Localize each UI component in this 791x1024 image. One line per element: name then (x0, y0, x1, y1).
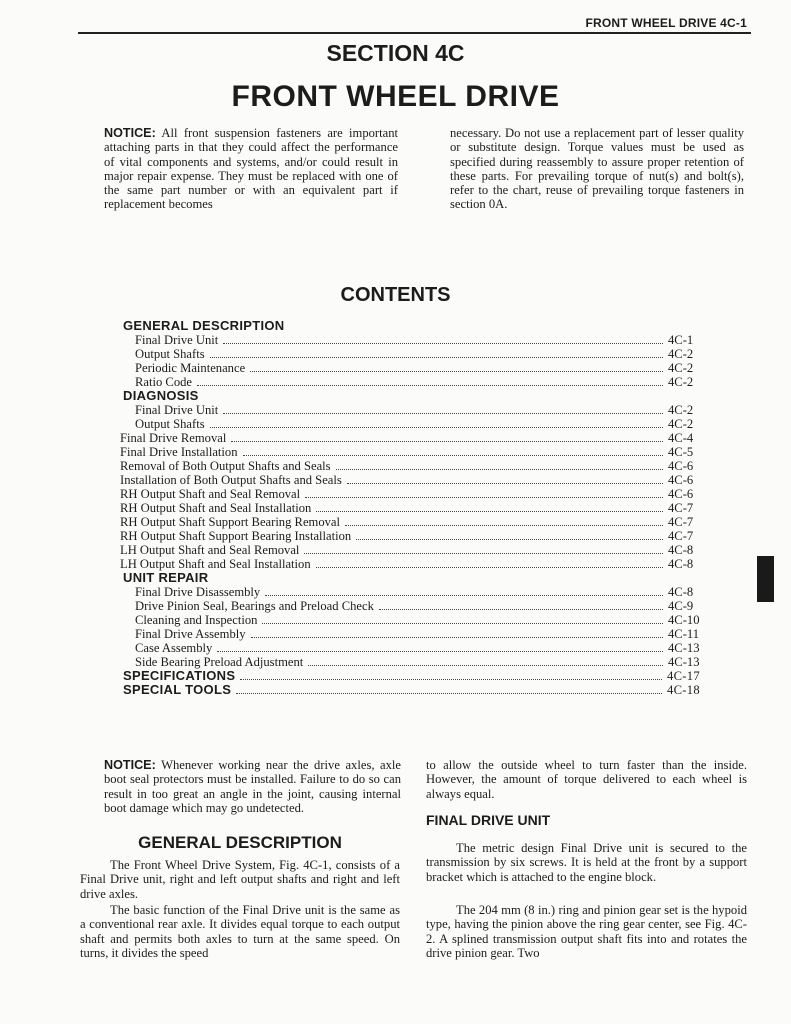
final-drive-unit-heading: FINAL DRIVE UNIT (426, 812, 551, 828)
leader-dots (251, 637, 663, 638)
toc-entry-title: Drive Pinion Seal, Bearings and Preload Check (135, 599, 374, 613)
toc-entry[interactable] (120, 347, 700, 361)
toc-entry-page: 4C-7 (668, 501, 694, 515)
table-of-contents (120, 319, 700, 697)
toc-entry-title: Final Drive Unit (135, 333, 219, 347)
notice-top-right: necessary. Do not use a replacement part of lesser quality or substitute design. Torque values must be used as specified during reassembly to assure proper retention of these parts. For prevailing torque of nut(s) and bolt(s), refer to the chart, reuse of prevailing torque fasteners in section 0A. (450, 126, 744, 212)
running-head: FRONT WHEEL DRIVE 4C-1 (585, 16, 747, 30)
leader-dots (316, 511, 663, 512)
toc-entry-page: 4C-8 (668, 585, 694, 599)
toc-entry-page: 4C-13 (668, 655, 700, 669)
toc-entry-title: SPECIAL TOOLS (123, 682, 232, 697)
leader-dots (223, 413, 663, 414)
toc-entry-page: 4C-2 (668, 417, 694, 431)
toc-entry[interactable] (120, 655, 700, 669)
right-column-continuation: to allow the outside wheel to turn faster than the inside. However, the amount of torque delivered to each wheel is always equal. (426, 758, 747, 801)
toc-entry[interactable] (120, 627, 700, 641)
final-drive-unit-paragraph-2: The 204 mm (8 in.) ring and pinion gear set is the hypoid type, having the pinion above the ring gear center, see Fig. 4C-2. A splined transmission output shaft fits into and rotates the drive pinion gear. Two (426, 903, 747, 960)
toc-entry[interactable] (120, 473, 700, 487)
toc-entry-page: 4C-2 (668, 403, 694, 417)
leader-dots (210, 357, 663, 358)
contents-heading: CONTENTS (340, 284, 451, 306)
toc-entry-page: 4C-11 (668, 627, 700, 641)
leader-dots (336, 469, 663, 470)
toc-entry-page: 4C-1 (668, 333, 694, 347)
toc-entry-page: 4C-2 (668, 347, 694, 361)
toc-entry-title: Final Drive Removal (120, 431, 227, 445)
toc-entry[interactable] (120, 641, 700, 655)
toc-entry-title: Side Bearing Preload Adjustment (135, 655, 304, 669)
leader-dots (316, 567, 663, 568)
toc-entry[interactable] (120, 403, 700, 417)
toc-entry[interactable] (120, 417, 700, 431)
toc-entry-page: 4C-2 (668, 361, 694, 375)
toc-entry-page: 4C-6 (668, 459, 694, 473)
toc-entry[interactable] (120, 585, 700, 599)
notice-top-left (104, 126, 398, 212)
toc-entry-page: 4C-13 (668, 641, 700, 655)
toc-entry[interactable] (120, 599, 700, 613)
leader-dots (217, 651, 663, 652)
toc-group-heading: DIAGNOSIS (123, 388, 199, 403)
toc-entry-title: Periodic Maintenance (135, 361, 246, 375)
toc-entry-page: 4C-9 (668, 599, 694, 613)
toc-entry[interactable] (120, 487, 700, 501)
notice-text-left: All front suspension fasteners are important attaching parts in that they could affect the performance of vital components and systems, and/or could result in major repair expense. They must be replaced with one of the same part number or with an equivalent part if replacement becomes (104, 126, 398, 212)
toc-entry-title: Ratio Code (135, 375, 193, 389)
section-number: SECTION 4C (326, 40, 465, 66)
leader-dots (304, 553, 663, 554)
leader-dots (265, 595, 663, 596)
leader-dots (345, 525, 663, 526)
notice-text: Whenever working near the drive axles, axle boot seal protectors must be installed. Failure to do so can result in too great an angle in the joint, causing internal boot damage which may go undetected. (104, 758, 402, 815)
leader-dots (236, 693, 662, 694)
toc-entry-page: 4C-8 (668, 543, 694, 557)
leader-dots (305, 497, 663, 498)
toc-entry[interactable] (120, 375, 700, 389)
toc-group-heading: UNIT REPAIR (123, 570, 209, 585)
toc-entry-title: Cleaning and Inspection (135, 613, 258, 627)
toc-entry-title: RH Output Shaft and Seal Installation (120, 501, 312, 515)
header-rule (78, 32, 751, 34)
toc-entry[interactable] (120, 501, 700, 515)
notice-bottom (104, 758, 401, 815)
leader-dots (210, 427, 663, 428)
toc-entry-title: Installation of Both Output Shafts and Seals (120, 473, 342, 487)
final-drive-unit-paragraph-1: The metric design Final Drive unit is secured to the transmission by six screws. It is held at the front by a support bracket which is attached to the engine block. (426, 841, 747, 884)
toc-entry[interactable] (120, 431, 700, 445)
toc-entry-page: 4C-4 (668, 431, 694, 445)
toc-entry-page: 4C-7 (668, 529, 694, 543)
toc-entry-special-tools[interactable] (120, 683, 700, 697)
toc-entry[interactable] (120, 445, 700, 459)
toc-entry-title: Output Shafts (135, 347, 205, 361)
toc-entry-specifications[interactable] (120, 669, 700, 683)
leader-dots (250, 371, 663, 372)
leader-dots (240, 679, 662, 680)
toc-entry-title: Final Drive Installation (120, 445, 238, 459)
toc-entry-title: LH Output Shaft and Seal Installation (120, 557, 311, 571)
section-thumb-tab (757, 556, 774, 602)
toc-entry-title: RH Output Shaft Support Bearing Removal (120, 515, 341, 529)
general-description-paragraph-1: The Front Wheel Drive System, Fig. 4C-1, consists of a Final Drive unit, right and left output shafts and right and left drive axles. (80, 858, 400, 900)
toc-entry-title: Output Shafts (135, 417, 205, 431)
toc-entry-page: 4C-7 (668, 515, 694, 529)
notice-label: NOTICE: (104, 126, 156, 140)
toc-entry[interactable] (120, 529, 700, 543)
toc-entry[interactable] (120, 613, 700, 627)
general-description-paragraph-2: The basic function of the Final Drive unit is the same as a conventional rear axle. It divides equal torque to each output shaft and permits both axles to turn at the same speed. On turns, it divides the speed (80, 903, 400, 960)
toc-entry-page: 4C-2 (668, 375, 694, 389)
toc-entry-page: 4C-17 (667, 669, 700, 683)
toc-entry-title: RH Output Shaft and Seal Removal (120, 487, 301, 501)
toc-entry[interactable] (120, 333, 700, 347)
toc-entry-title: RH Output Shaft Support Bearing Installation (120, 529, 352, 543)
toc-entry-page: 4C-5 (668, 445, 694, 459)
leader-dots (231, 441, 663, 442)
toc-entry[interactable] (120, 515, 700, 529)
toc-entry-title: Final Drive Disassembly (135, 585, 261, 599)
toc-entry[interactable] (120, 361, 700, 375)
toc-entry-title: Final Drive Assembly (135, 627, 246, 641)
toc-entry-title: Case Assembly (135, 641, 213, 655)
section-title: FRONT WHEEL DRIVE (231, 80, 560, 113)
leader-dots (347, 483, 663, 484)
leader-dots (379, 609, 663, 610)
toc-entry-page: 4C-18 (667, 683, 700, 697)
toc-entry-title: SPECIFICATIONS (123, 668, 236, 683)
toc-entry[interactable] (120, 459, 700, 473)
toc-entry-title: Final Drive Unit (135, 403, 219, 417)
leader-dots (356, 539, 663, 540)
leader-dots (262, 623, 663, 624)
leader-dots (243, 455, 663, 456)
general-description-heading: GENERAL DESCRIPTION (138, 833, 342, 852)
toc-entry-page: 4C-6 (668, 487, 694, 501)
leader-dots (223, 343, 663, 344)
toc-entry-page: 4C-6 (668, 473, 694, 487)
leader-dots (308, 665, 663, 666)
notice-label: NOTICE: (104, 758, 156, 772)
toc-entry-title: Removal of Both Output Shafts and Seals (120, 459, 331, 473)
toc-entry-page: 4C-10 (668, 613, 700, 627)
toc-entry[interactable] (120, 557, 700, 571)
toc-entry-page: 4C-8 (668, 557, 694, 571)
toc-entry[interactable] (120, 543, 700, 557)
toc-entry-title: LH Output Shaft and Seal Removal (120, 543, 300, 557)
toc-group-heading: GENERAL DESCRIPTION (123, 318, 285, 333)
leader-dots (197, 385, 663, 386)
